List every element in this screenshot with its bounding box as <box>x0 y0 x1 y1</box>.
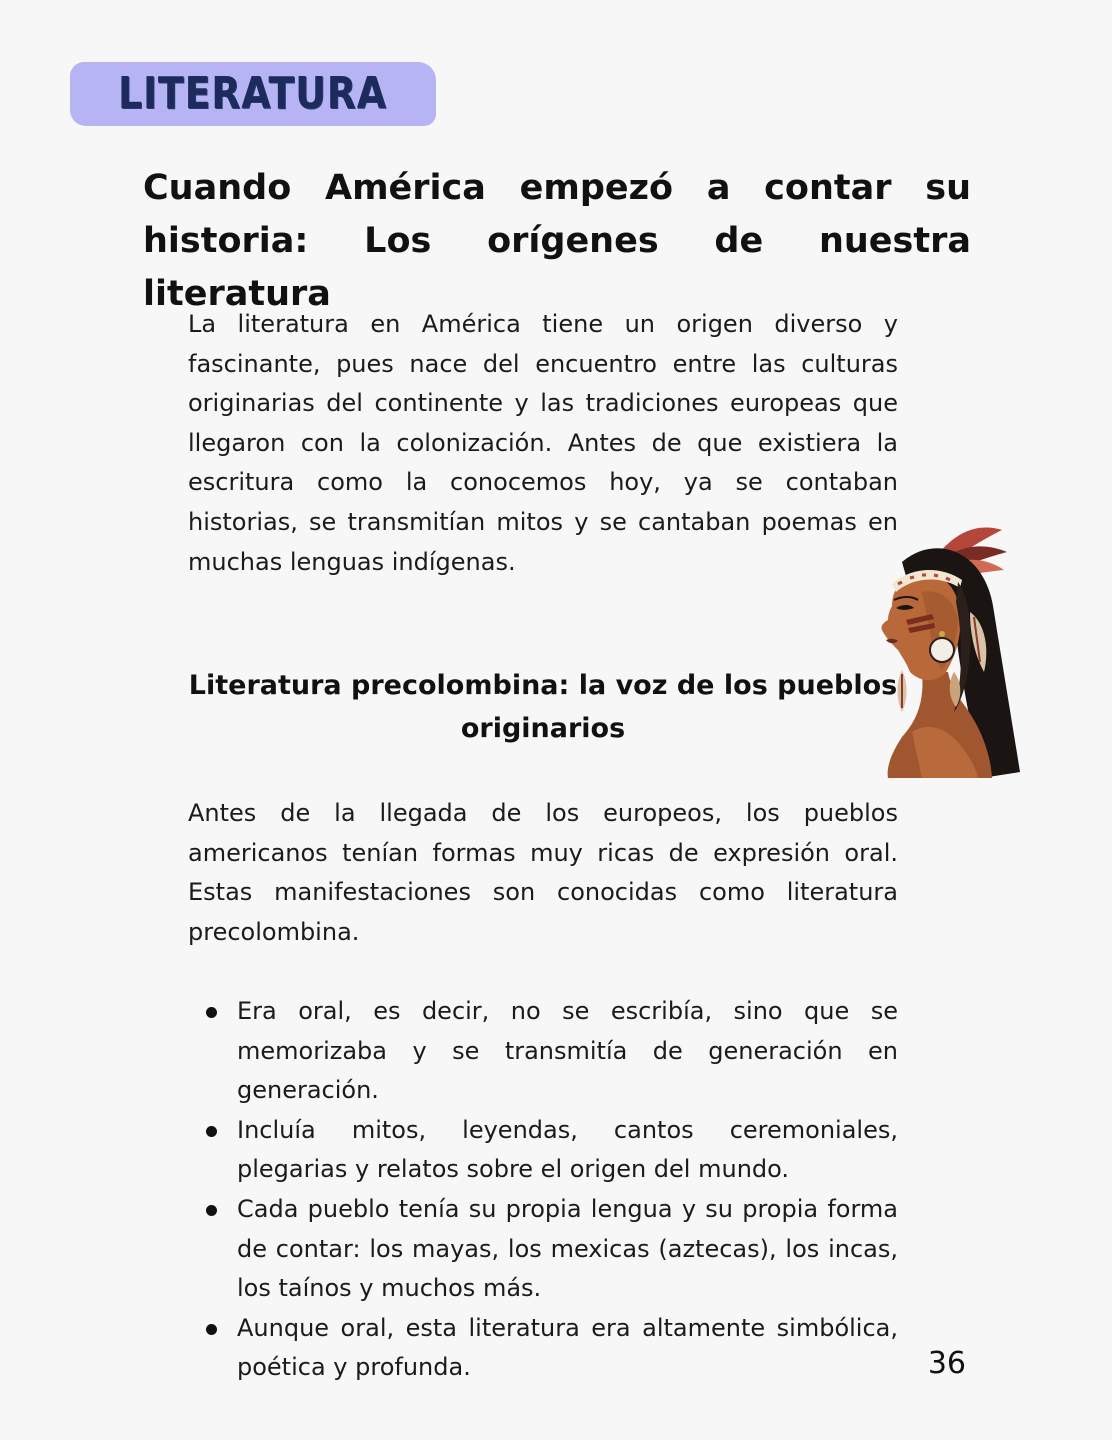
bullet-icon <box>206 1324 217 1335</box>
list-item <box>188 992 898 1111</box>
bullet-list <box>188 992 898 1388</box>
list-item-text: Cada pueblo tenía su propia lengua y su propia forma de contar: los mayas, los mexicas (aztecas), los incas, los taínos y muchos más. <box>237 1194 898 1303</box>
list-item-text: Incluía mitos, leyendas, cantos ceremoniales, plegarias y relatos sobre el origen del mundo. <box>237 1115 898 1184</box>
section-badge-label: LITERATURA <box>118 68 387 119</box>
section-subtitle: Literatura precolombina: la voz de los pueblos originarios <box>188 670 898 744</box>
bullet-icon <box>206 1205 217 1216</box>
intro-paragraph: La literatura en América tiene un origen diverso y fascinante, pues nace del encuentro entre las culturas originarias del continente y las tradiciones europeas que llegaron con la colonización. Antes de que existiera la escritura como la conocemos hoy, ya se contaban historias, se transmitían mitos y se cantaban poemas en muchas lenguas indígenas. <box>188 310 898 576</box>
page-number: 36 <box>927 1346 966 1381</box>
indigenous-woman-portrait-icon <box>862 522 1022 780</box>
list-item <box>188 1190 898 1309</box>
section-badge <box>70 62 436 126</box>
list-item-text: Era oral, es decir, no se escribía, sino que se memorizaba y se transmitía de generación en generación. <box>237 997 898 1105</box>
page-title: Cuando América empezó a contar su historia: Los orígenes de nuestra literatura <box>143 168 971 314</box>
list-item <box>188 1309 898 1388</box>
list-item-text: Aunque oral, esta literatura era altamente simbólica, poética y profunda. <box>237 1313 898 1382</box>
list-item <box>188 1111 898 1190</box>
bullet-icon <box>206 1007 217 1018</box>
precolombina-paragraph: Antes de la llegada de los europeos, los pueblos americanos tenían formas muy ricas de expresión oral. Estas manifestaciones son conocidas como literatura precolombina. <box>188 799 898 946</box>
bullet-icon <box>206 1126 217 1137</box>
